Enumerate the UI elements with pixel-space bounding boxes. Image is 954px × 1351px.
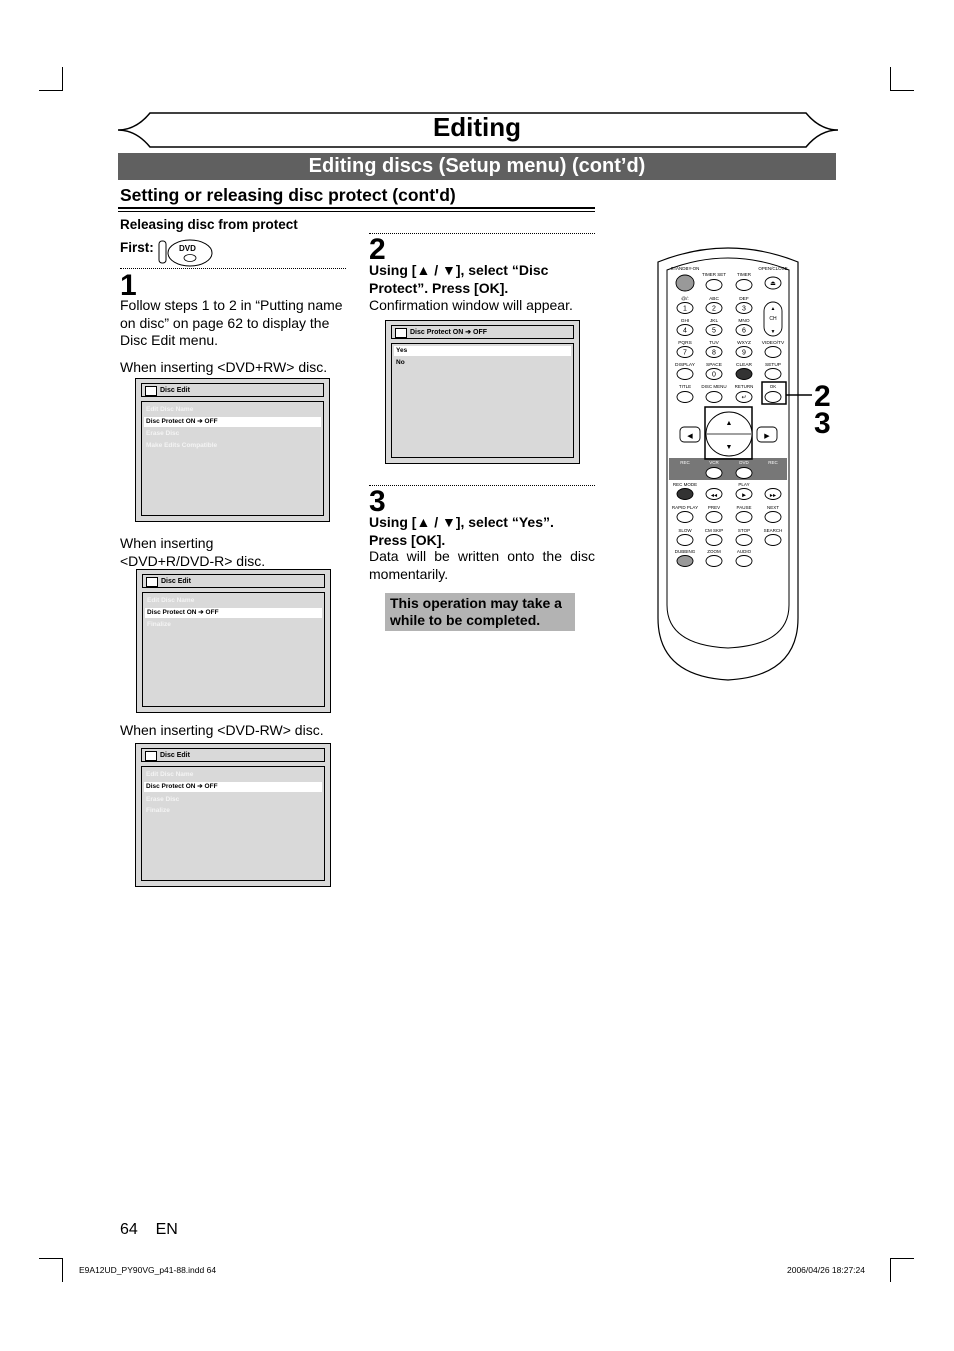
remote-label: SEARCH xyxy=(763,528,783,533)
section-title: Setting or releasing disc protect (cont'd) xyxy=(120,185,456,205)
remote-button xyxy=(765,347,781,358)
step-instruction: Using [▲ / ▼], select “Disc Protect”. Press [OK]. xyxy=(369,262,549,296)
step-callout: 2 xyxy=(814,380,831,413)
number-label: 4 xyxy=(683,327,687,335)
page-title: Editing xyxy=(432,112,522,142)
remote-button xyxy=(736,369,752,380)
menu-item-selected: Disc Protect ON ➔ OFF xyxy=(145,608,322,618)
menu-item: Erase Disc xyxy=(146,430,180,437)
dvd-icon-text: DVD xyxy=(179,244,196,253)
footer-file: E9A12UD_PY90VG_p41-88.indd 64 xyxy=(79,1265,217,1275)
remote-button xyxy=(765,512,781,523)
remote-button xyxy=(736,535,752,546)
remote-label: SPACE xyxy=(706,363,722,368)
page-number xyxy=(120,1221,178,1239)
number-label: 5 xyxy=(712,327,716,335)
remote-label: JKL xyxy=(709,319,719,324)
number-label: 6 xyxy=(742,327,746,335)
remote-label: PLAY xyxy=(738,482,750,487)
step-number: 1 xyxy=(120,269,137,302)
remote-label: ZOOM xyxy=(707,549,721,554)
number-label: 0 xyxy=(712,371,716,379)
remote-label: OPEN/CLOSE xyxy=(758,266,788,271)
screen-title: Disc Edit xyxy=(160,387,190,394)
option-no: No xyxy=(396,359,405,366)
remote-label: DISC MENU xyxy=(701,384,727,389)
eject-icon: ⏏ xyxy=(770,281,776,287)
remote-label: DUBBING xyxy=(674,549,696,554)
step-callout: 3 xyxy=(814,407,831,440)
remote-label: CM SKIP xyxy=(704,528,724,533)
remote-label: @/: xyxy=(681,297,689,302)
remote-label: RAPID PLAY xyxy=(671,505,699,510)
remote-label: DISPLAY xyxy=(675,363,695,368)
remote-label: PAUSE xyxy=(736,505,752,510)
remote-button xyxy=(765,369,781,380)
menu-item: Make Edits Compatible xyxy=(146,442,218,449)
remote-button xyxy=(677,392,693,403)
remote-label: TITLE xyxy=(678,384,692,389)
option-yes: Yes xyxy=(394,346,571,356)
remote-label: PREV xyxy=(707,505,721,510)
remote-label: WXYZ xyxy=(737,341,751,346)
menu-item-selected: Disc Protect ON ➔ OFF xyxy=(144,782,322,792)
remote-button xyxy=(736,556,752,567)
remote-button xyxy=(677,369,693,380)
arrow-down-icon: ▼ xyxy=(725,444,733,451)
remote-button xyxy=(736,280,752,291)
arrow-left-icon: ◀ xyxy=(687,433,693,440)
channel-down-icon: ▼ xyxy=(770,329,776,335)
step-text: Confirmation window will appear. xyxy=(369,297,573,313)
case-label: When inserting <DVD-RW> disc. xyxy=(120,722,324,738)
case-label: When inserting <DVD+R/DVD-R> disc. xyxy=(120,535,266,569)
footer-date: 2006/04/26 18:27:24 xyxy=(787,1265,865,1275)
remote-label: STOP xyxy=(737,528,751,533)
number-label: 1 xyxy=(683,305,687,313)
rec-strip-label: DVD xyxy=(739,460,749,465)
rec-strip-label: REC xyxy=(768,460,778,465)
number-label: 2 xyxy=(712,305,716,313)
remote-label: SLOW xyxy=(678,528,692,533)
remote-button xyxy=(706,280,722,291)
number-label: 9 xyxy=(742,349,746,357)
remote-button xyxy=(736,468,752,479)
rec-strip-label: VCR xyxy=(709,460,719,465)
channel-up-icon: ▲ xyxy=(770,306,776,312)
play-icon: ▶ xyxy=(742,492,746,499)
remote-label: DEF xyxy=(739,297,749,302)
remote-button xyxy=(765,535,781,546)
step-number: 2 xyxy=(369,233,386,266)
menu-item: Erase Disc xyxy=(146,796,180,803)
screen-title: Disc Edit xyxy=(160,752,190,759)
step-text: Data will be written onto the disc momentarily. xyxy=(369,548,595,582)
step-text: Follow steps 1 to 2 in “Putting name on disc” on page 62 to display the Disc Edit menu. xyxy=(120,297,343,348)
remote-label: TUV xyxy=(709,341,719,346)
remote-label: MNO xyxy=(738,319,750,324)
menu-item: Edit Disc Name xyxy=(146,771,194,778)
step-number: 3 xyxy=(369,485,386,518)
note-box: This operation may take a while to be completed. xyxy=(385,593,575,631)
power-button xyxy=(676,275,694,291)
remote-button xyxy=(706,468,722,479)
remote-label: ABC xyxy=(709,297,719,302)
remote-label: AUDIO xyxy=(736,549,752,554)
first-label: First: xyxy=(120,240,154,255)
case-label-detail: <DVD+R/DVD-R> disc. xyxy=(120,552,266,569)
remote-button xyxy=(736,512,752,523)
remote-label: VIDEO/TV xyxy=(761,341,785,346)
remote-button xyxy=(677,489,693,500)
remote-button xyxy=(677,556,693,567)
remote-label: SETUP xyxy=(765,363,781,368)
remote-label: OK xyxy=(769,384,777,389)
menu-item: Edit Disc Name xyxy=(147,597,195,604)
subtitle: Releasing disc from protect xyxy=(120,217,298,232)
remote-label: PQRS xyxy=(678,341,692,346)
remote-button xyxy=(706,535,722,546)
remote-label: TIMER xyxy=(737,272,751,277)
remote-label: NEXT xyxy=(766,505,780,510)
step-instruction: Using [▲ / ▼], select “Yes”. Press [OK]. xyxy=(369,514,554,548)
number-label: 8 xyxy=(712,349,716,357)
remote-button xyxy=(706,556,722,567)
forward-icon: ▶▶ xyxy=(769,492,777,498)
remote-label: RETURN xyxy=(734,384,754,389)
arrow-right-icon: ▶ xyxy=(764,433,770,440)
section-header-bar: Editing discs (Setup menu) (cont’d) xyxy=(118,153,836,180)
case-label: When inserting <DVD+RW> disc. xyxy=(120,359,328,375)
remote-label: GHI xyxy=(680,319,690,324)
remote-button xyxy=(765,392,781,403)
remote-label: TIMER SET xyxy=(701,272,727,277)
remote-label: STANDBY-ON xyxy=(670,266,700,271)
remote-button xyxy=(706,392,722,403)
arrow-up-icon: ▲ xyxy=(725,420,733,427)
page-number-value: 64 xyxy=(120,1221,138,1238)
page-language: EN xyxy=(155,1221,178,1238)
menu-item-selected: Disc Protect ON ➔ OFF xyxy=(144,417,321,427)
remote-button xyxy=(677,512,693,523)
return-icon: ↵ xyxy=(741,395,747,401)
remote-label: CH xyxy=(769,316,777,322)
menu-item: Edit Disc Name xyxy=(146,406,194,413)
remote-button xyxy=(706,512,722,523)
remote-label: REC MODE xyxy=(672,482,698,487)
remote-label: CLEAR xyxy=(736,363,752,368)
number-label: 7 xyxy=(683,349,687,357)
remote-button xyxy=(677,535,693,546)
menu-item: Finalize xyxy=(147,621,171,628)
number-label: 3 xyxy=(742,305,746,313)
rec-strip-label: REC xyxy=(680,460,690,465)
screen-title: Disc Protect ON ➔ OFF xyxy=(410,329,488,336)
menu-item: Finalize xyxy=(146,807,170,814)
rewind-icon: ◀◀ xyxy=(710,492,718,498)
screen-title: Disc Edit xyxy=(161,578,191,585)
